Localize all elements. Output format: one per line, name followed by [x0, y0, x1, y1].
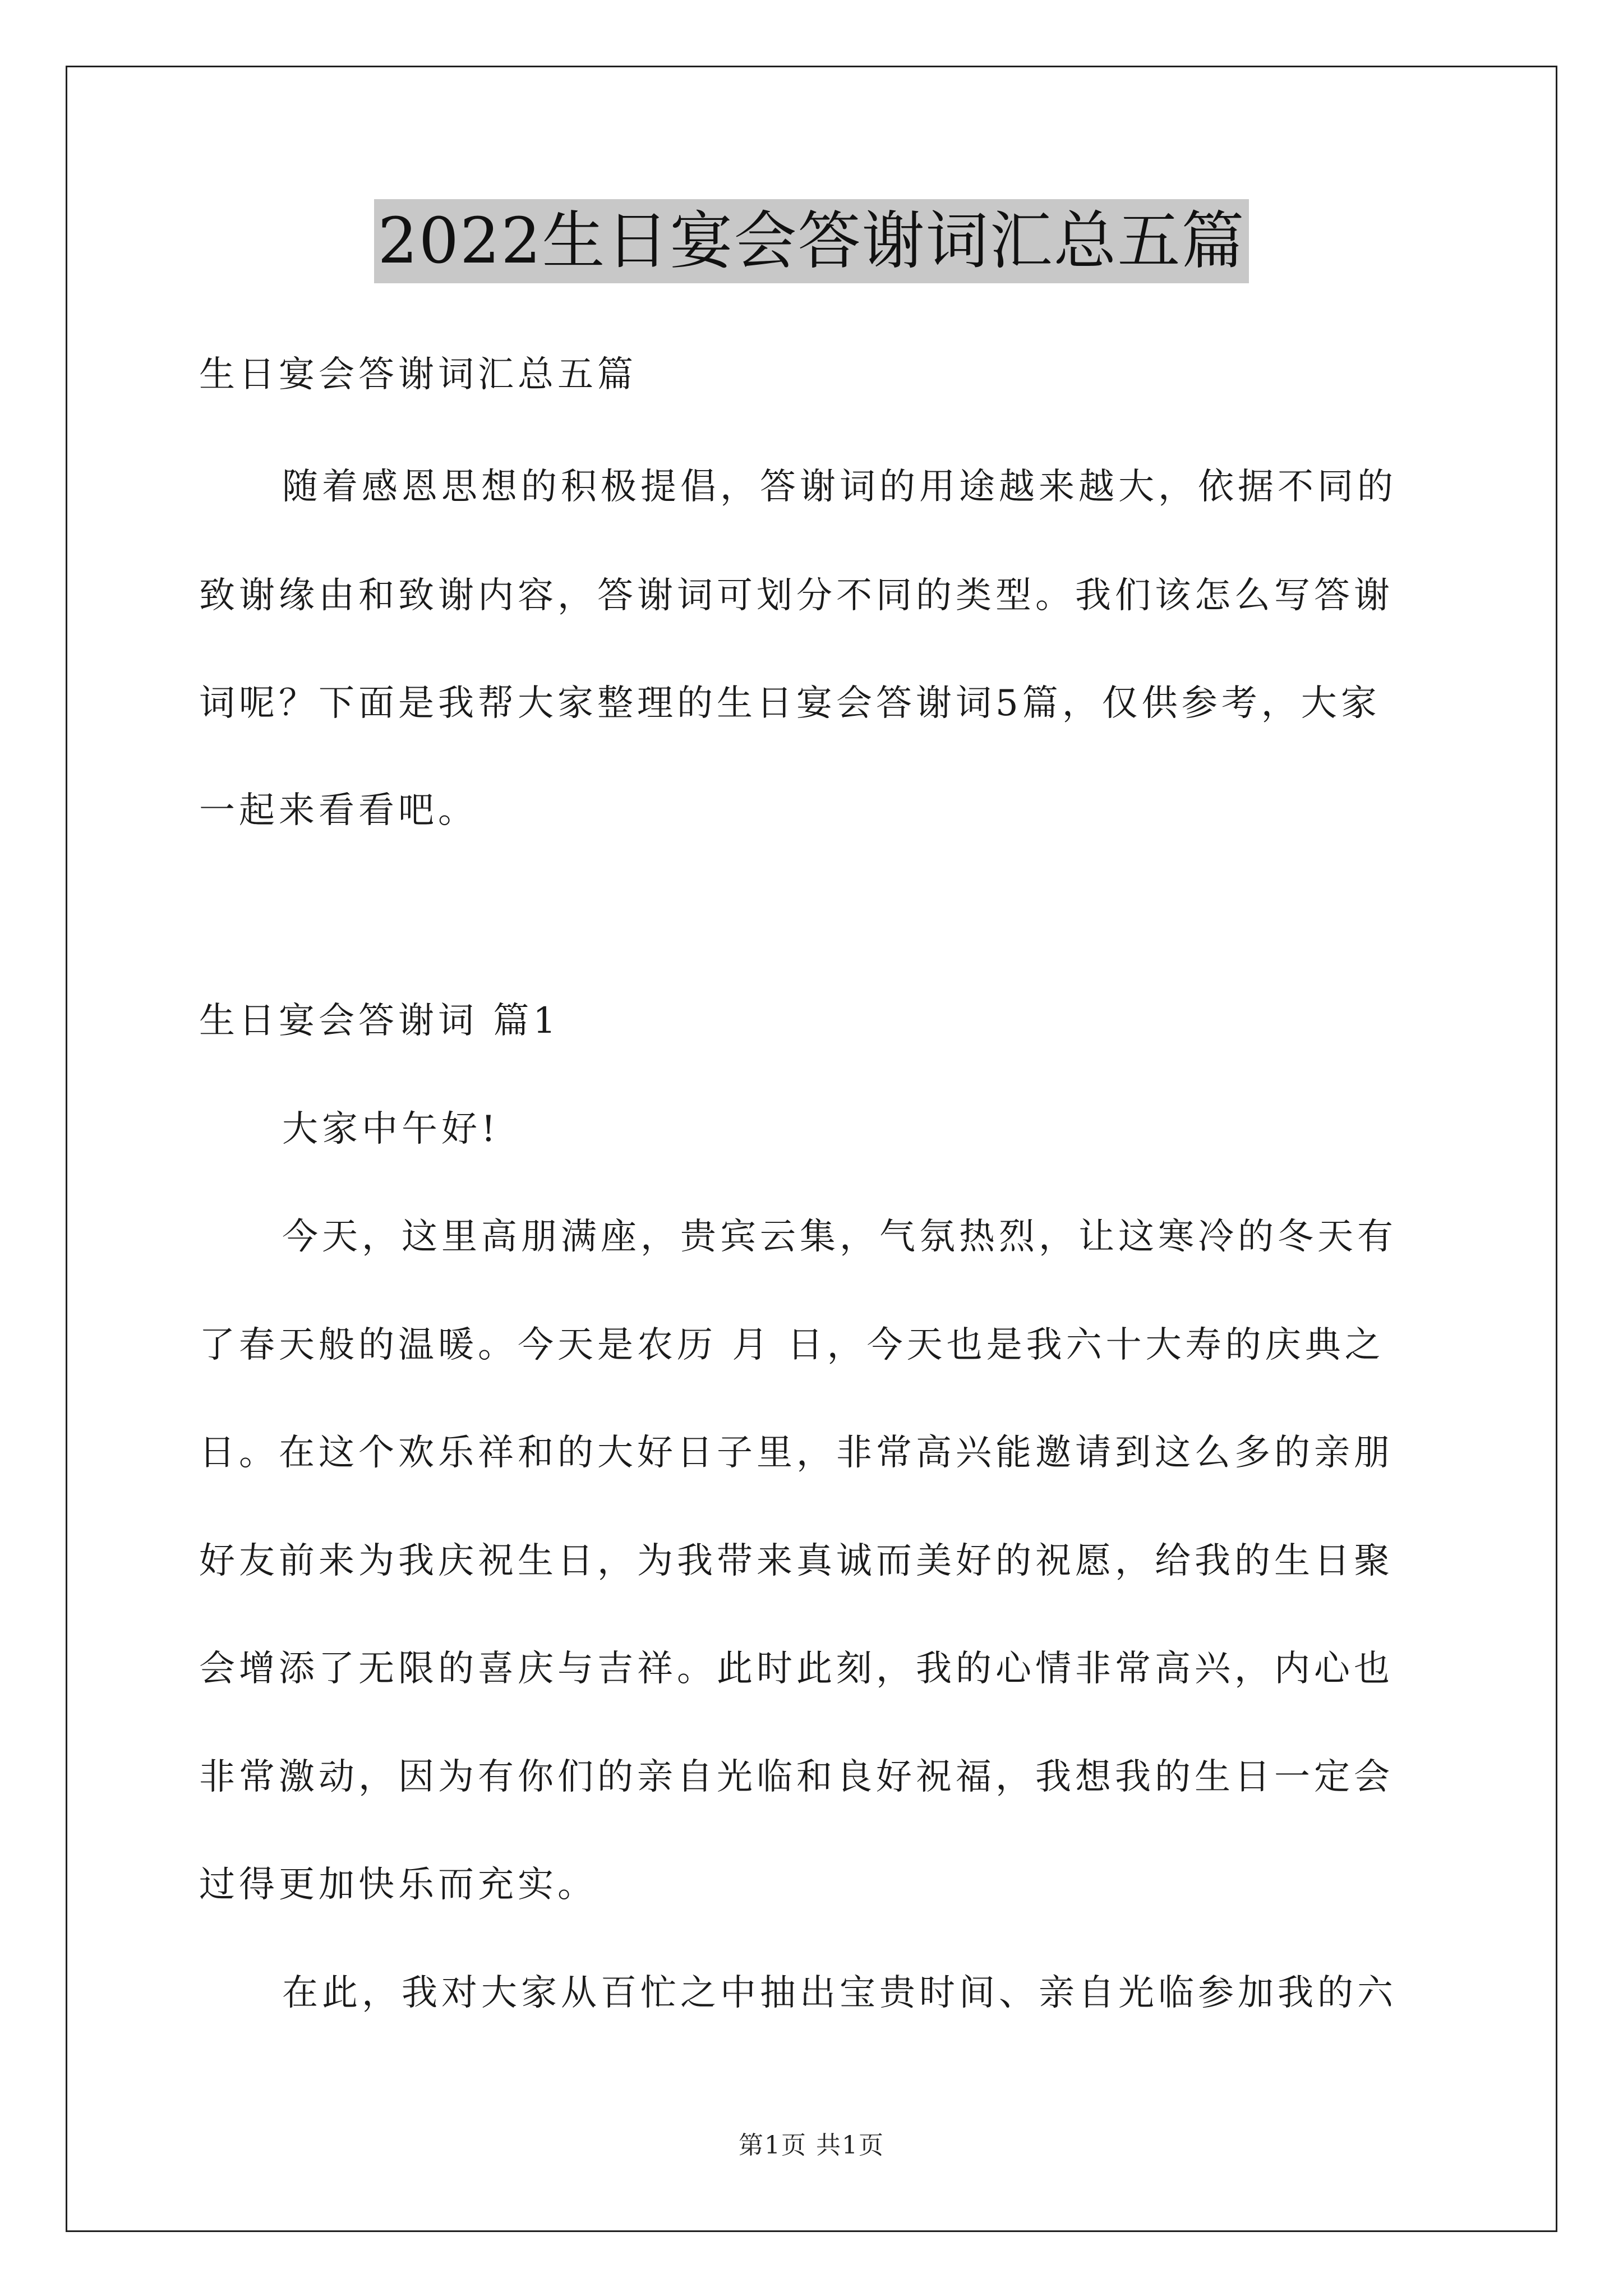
body-line-8: 在此，我对大家从百忙之中抽出宝贵时间、亲自光临参加我的六	[282, 1972, 1397, 2014]
title-container	[0, 199, 1623, 283]
body-line-6: 非常激动，因为有你们的亲自光临和良好祝福，我想我的生日一定会	[199, 1756, 1394, 1798]
body-line-5: 会增添了无限的喜庆与吉祥。此时此刻，我的心情非常高兴，内心也	[199, 1648, 1394, 1690]
document-title: 2022生日宴会答谢词汇总五篇	[374, 199, 1248, 283]
intro-line-4: 一起来看看吧。	[199, 790, 478, 831]
subtitle: 生日宴会答谢词汇总五篇	[199, 354, 637, 395]
page-footer: 第1页 共1页	[739, 2131, 884, 2160]
section-heading: 生日宴会答谢词 篇1	[199, 1000, 560, 1042]
body-line-2: 了春天般的温暖。今天是农历 月 日，今天也是我六十大寿的庆典之	[199, 1324, 1385, 1366]
intro-line-1: 随着感恩思想的积极提倡，答谢词的用途越来越大，依据不同的	[282, 466, 1397, 508]
greeting: 大家中午好!	[282, 1108, 500, 1150]
intro-line-2: 致谢缘由和致谢内容，答谢词可划分不同的类型。我们该怎么写答谢	[199, 575, 1394, 616]
body-line-4: 好友前来为我庆祝生日，为我带来真诚而美好的祝愿，给我的生日聚	[199, 1540, 1394, 1582]
intro-line-3: 词呢？下面是我帮大家整理的生日宴会答谢词5篇，仅供参考，大家	[199, 683, 1381, 724]
body-line-3: 日。在这个欢乐祥和的大好日子里，非常高兴能邀请到这么多的亲朋	[199, 1432, 1394, 1474]
body-line-7: 过得更加快乐而充实。	[199, 1864, 597, 1906]
body-line-1: 今天，这里高朋满座，贵宾云集，气氛热烈，让这寒冷的冬天有	[282, 1216, 1397, 1258]
